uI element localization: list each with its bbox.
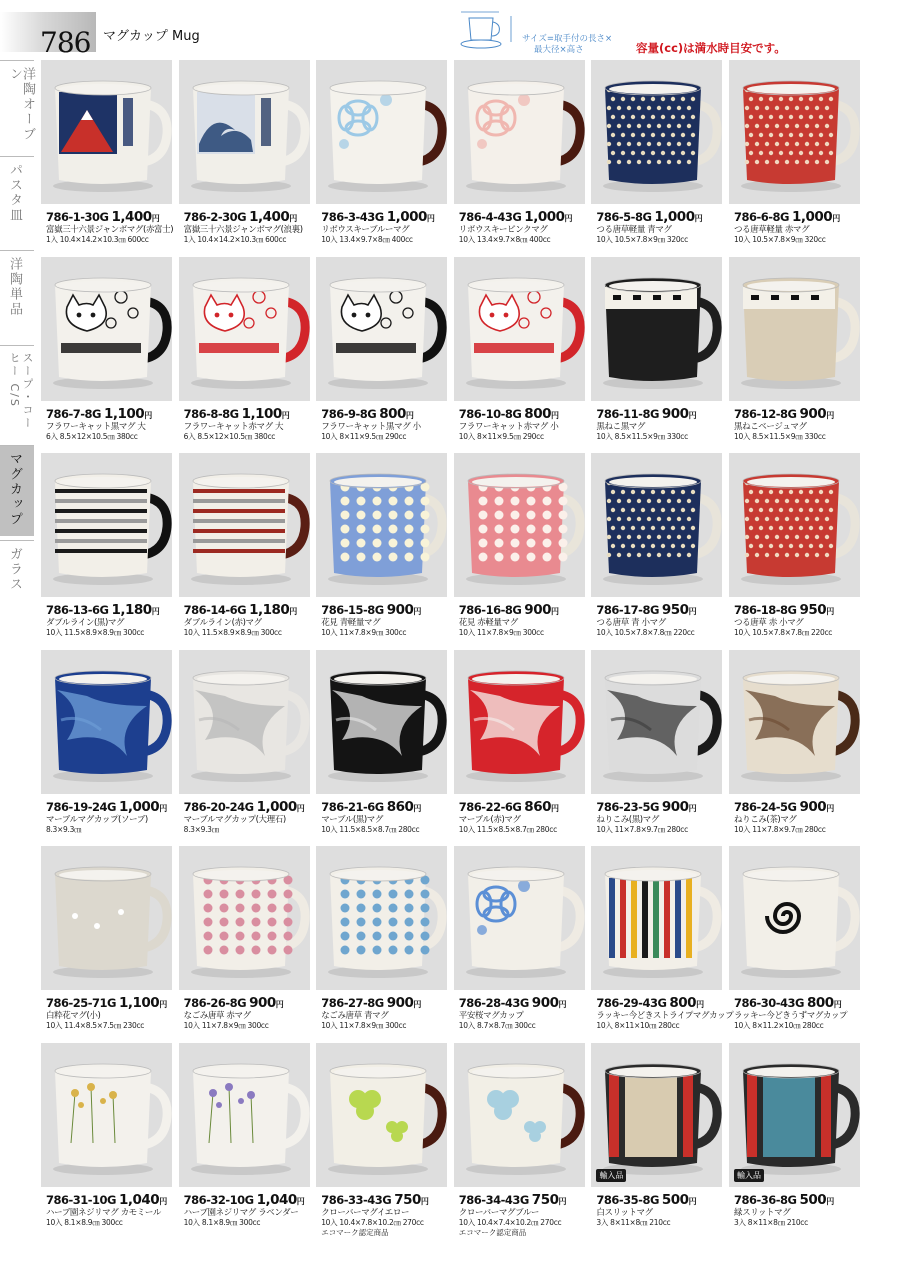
nav-item-label: 洋陶オーブン [7, 67, 35, 142]
product-card[interactable] [591, 846, 734, 1040]
product-photo [591, 650, 722, 794]
yen-unit: 円 [558, 1000, 567, 1009]
product-code: 786-29-43G [596, 996, 667, 1010]
nav-item-label: ガラス [7, 547, 22, 592]
product-code: 786-19-24G [46, 799, 116, 814]
product-name: フラワーキャット赤マグ 小 [458, 421, 559, 432]
yen-unit: 円 [826, 607, 835, 616]
product-code: 786-11-8G [596, 406, 659, 421]
product-code: 786-34-43G [458, 1192, 529, 1207]
product-photo [591, 60, 722, 204]
product-spec: 10入 8×11.2×10㎝ 280cc [734, 1021, 824, 1030]
product-price: 1,000 [524, 209, 565, 225]
yen-unit: 円 [159, 803, 168, 813]
product-photo [591, 1043, 722, 1187]
product-name: ダブルライン(赤)マグ [183, 618, 262, 628]
product-price: 900 [661, 405, 689, 422]
product-price: 900 [386, 995, 414, 1011]
product-name: ラッキー今どきうずマグカップ [734, 1011, 848, 1021]
product-code: 786-24-5G [734, 799, 797, 814]
product-code: 786-32-10G [183, 1192, 254, 1207]
product-code: 786-15-8G [321, 603, 384, 617]
product-photo [729, 846, 860, 990]
product-photo [41, 650, 172, 794]
product-photo [41, 453, 172, 597]
product-code: 786-30-43G [734, 996, 804, 1010]
product-name: リボウスキーブルーマグ [321, 225, 410, 235]
product-spec: 10入 10.4×7.8×10.2㎝ 270cc [321, 1217, 424, 1227]
product-code: 786-13-6G [46, 603, 109, 617]
product-name: 花見 青軽量マグ [321, 618, 381, 628]
product-price: 1,040 [119, 1191, 160, 1208]
product-code: 786-36-8G [734, 1192, 797, 1207]
product-card[interactable] [179, 453, 310, 647]
yen-unit: 円 [420, 1196, 429, 1206]
product-spec: 10入 11×7.8×9㎝ 300cc [183, 1021, 269, 1030]
product-photo [179, 60, 310, 204]
product-card[interactable] [41, 1043, 172, 1237]
product-price: 1,040 [256, 1191, 297, 1208]
product-spec: 10入 13.4×9.7×8㎝ 400cc [458, 235, 551, 244]
product-price: 1,100 [104, 405, 145, 422]
product-spec: 10入 10.5×7.8×9㎝ 320cc [596, 235, 688, 244]
size-note [522, 34, 632, 56]
product-name: つる唐草軽量 赤マグ [734, 225, 810, 235]
page-title: マグカップ Mug [103, 29, 200, 44]
product-photo [41, 846, 172, 990]
product-price: 1,180 [249, 602, 290, 618]
product-photo [41, 60, 172, 204]
product-spec: 10入 10.5×7.8×7.8㎝ 220cc [596, 628, 695, 637]
product-spec: 10入 11×7.8×9.7㎝ 280cc [734, 824, 826, 834]
product-spec: 6入 8.5×12×10.5㎝ 380cc [183, 431, 276, 441]
product-spec: 8.3×9.3㎝ [46, 824, 82, 834]
product-price: 1,180 [111, 602, 152, 618]
product-code: 786-10-8G [458, 406, 522, 421]
product-code: 786-28-43G [458, 996, 529, 1010]
product-price: 1,000 [654, 209, 695, 225]
import-badge: 輸入品 [596, 1169, 626, 1182]
yen-unit: 円 [688, 1196, 697, 1206]
product-price: 860 [524, 798, 551, 815]
product-card[interactable] [729, 846, 860, 1040]
product-photo [179, 257, 310, 401]
product-name: マーブルマグカップ(大理石) [183, 814, 286, 825]
yen-unit: 円 [144, 410, 153, 420]
product-name: マーブルマグカップ(ソーブ) [46, 814, 148, 825]
product-photo [179, 650, 310, 794]
product-spec: 1入 10.4×14.2×10.3㎝ 600cc [183, 235, 287, 244]
product-photo [316, 60, 447, 204]
page-number: 786 [40, 26, 91, 59]
product-card[interactable] [591, 60, 722, 254]
product-spec: 10入 10.4×7.4×10.2㎝ 270cc [458, 1217, 562, 1227]
yen-unit: 円 [426, 214, 435, 223]
product-photo [41, 1043, 172, 1187]
product-code: 786-17-8G [596, 603, 659, 617]
product-code: 786-14-6G [183, 603, 247, 617]
product-price: 900 [799, 798, 827, 815]
product-card[interactable] [454, 257, 585, 451]
product-code: 786-16-8G [458, 603, 522, 617]
product-price: 1,400 [249, 209, 290, 225]
product-code: 786-35-8G [596, 1192, 659, 1207]
product-spec: 10入 11.5×8.5×8.7㎝ 280cc [458, 824, 557, 834]
product-name: つる唐草軽量 青マグ [596, 225, 672, 235]
product-photo [41, 257, 172, 401]
product-code: 786-20-24G [183, 799, 254, 814]
yen-unit: 円 [688, 803, 697, 813]
nav-item-label: スープ・コーヒー C/S [8, 352, 34, 430]
product-name: マーブル(赤)マグ [458, 814, 521, 825]
product-photo [729, 1043, 860, 1187]
product-code: 786-23-5G [596, 799, 659, 814]
yen-unit: 円 [688, 607, 697, 616]
product-code: 786-7-8G [46, 406, 101, 421]
product-name: クローバーマグブルー [458, 1207, 540, 1218]
yen-unit: 円 [550, 410, 559, 420]
yen-unit: 円 [558, 1196, 567, 1206]
product-name: ダブルライン(黒)マグ [46, 618, 125, 628]
yen-unit: 円 [550, 803, 559, 813]
product-price: 900 [524, 602, 551, 618]
product-price: 800 [807, 995, 834, 1011]
product-photo [316, 650, 447, 794]
product-card[interactable] [729, 1043, 860, 1237]
yen-unit: 円 [413, 1000, 422, 1009]
product-card[interactable] [454, 650, 585, 844]
product-name: 富嶽三十六景ジャンボマグ(赤富士) [46, 225, 174, 235]
yen-unit: 円 [550, 607, 559, 616]
product-card[interactable] [316, 453, 447, 647]
nav-item-soup-coffee[interactable] [0, 345, 34, 442]
yen-unit: 円 [413, 803, 422, 813]
product-name: 黒ねこ黒マグ [596, 421, 645, 432]
product-code: 786-12-8G [734, 406, 797, 421]
product-spec: 10入 8.1×8.9㎝ 300cc [46, 1217, 123, 1227]
product-price: 900 [531, 995, 559, 1011]
yen-unit: 円 [826, 803, 835, 813]
yen-unit: 円 [289, 607, 298, 616]
product-code: 786-18-8G [734, 603, 797, 617]
product-photo [454, 453, 585, 597]
yen-unit: 円 [296, 1196, 305, 1206]
yen-unit: 円 [694, 214, 703, 223]
product-price: 900 [386, 602, 414, 618]
nav-item-label: マグカップ [7, 452, 22, 527]
product-photo [316, 257, 447, 401]
product-photo [729, 453, 860, 597]
product-card[interactable] [454, 846, 585, 1040]
product-spec: 10入 11.4×8.5×7.5㎝ 230cc [46, 1021, 145, 1030]
product-code: 786-2-30G [183, 210, 247, 224]
product-name: つる唐草 赤 小マグ [734, 618, 804, 628]
product-name: なごみ唐草 青マグ [321, 1011, 389, 1021]
product-photo [729, 650, 860, 794]
product-name: ラッキー今どきストライプマグカップ [596, 1011, 734, 1021]
product-name: フラワーキャット黒マグ 小 [321, 421, 421, 432]
product-grid [41, 60, 861, 1260]
product-price: 1,000 [386, 209, 427, 225]
product-spec: 10入 8.5×11.5×9㎝ 330cc [734, 431, 826, 441]
product-price: 1,400 [111, 209, 152, 225]
product-photo [454, 846, 585, 990]
product-price: 900 [799, 405, 827, 422]
capacity-note: 容量(cc)は満水時目安です。 [636, 41, 786, 55]
product-spec: 10入 8×11×9.5㎝ 290cc [321, 431, 407, 441]
yen-unit: 円 [564, 214, 573, 223]
product-spec: 10入 8.7×8.7㎝ 300cc [458, 1021, 536, 1030]
product-name: 緑スリットマグ [734, 1207, 791, 1218]
product-code: 786-3-43G [321, 210, 384, 224]
yen-unit: 円 [151, 214, 160, 223]
yen-unit: 円 [832, 214, 841, 223]
product-spec: 10入 11.5×8.9×8.9㎝ 300cc [46, 628, 145, 637]
product-photo [179, 1043, 310, 1187]
yen-unit: 円 [275, 1000, 284, 1009]
product-card[interactable] [454, 1043, 585, 1237]
product-code: 786-22-6G [458, 799, 522, 814]
product-price: 1,000 [792, 209, 833, 225]
product-card[interactable] [41, 60, 172, 254]
product-code: 786-27-8G [321, 996, 384, 1010]
product-photo [179, 453, 310, 597]
product-photo [454, 650, 585, 794]
product-card[interactable] [729, 650, 860, 844]
product-photo [454, 1043, 585, 1187]
product-name: 黒ねこベージュマグ [734, 421, 807, 432]
product-spec: 10入 13.4×9.7×8㎝ 400cc [321, 235, 413, 244]
product-price: 500 [661, 1191, 689, 1208]
product-card[interactable] [316, 257, 447, 451]
product-card[interactable] [729, 60, 860, 254]
product-name: ねりこみ(茶)マグ [734, 814, 797, 825]
nav-item-glass[interactable] [0, 540, 34, 616]
product-card[interactable] [591, 650, 722, 844]
nav-item-label: 洋陶単品 [7, 257, 22, 317]
product-price: 750 [531, 1191, 559, 1208]
product-price: 500 [799, 1191, 827, 1208]
product-price: 1,000 [119, 798, 160, 815]
product-card[interactable] [591, 257, 722, 451]
yen-unit: 円 [826, 1196, 835, 1206]
nav-item-oven[interactable] [0, 60, 34, 153]
product-code: 786-21-6G [321, 799, 384, 814]
product-name: ハーブ園ネジリマグ カモミール [46, 1207, 161, 1218]
product-price: 750 [394, 1191, 421, 1208]
product-spec: 1入 10.4×14.2×10.3㎝ 600cc [46, 235, 149, 244]
product-card[interactable] [179, 846, 310, 1040]
yen-unit: 円 [281, 410, 290, 420]
yen-unit: 円 [159, 1000, 168, 1009]
product-spec: 3入 8×11×8㎝ 210cc [596, 1217, 671, 1227]
product-card[interactable] [179, 1043, 310, 1237]
yen-unit: 円 [159, 1196, 168, 1206]
product-spec: 10入 11.5×8.9×8.9㎝ 300cc [183, 628, 282, 637]
product-spec: 3入 8×11×8㎝ 210cc [734, 1217, 808, 1227]
yen-unit: 円 [833, 1000, 842, 1009]
product-code: 786-26-8G [183, 996, 247, 1010]
yen-unit: 円 [826, 410, 835, 420]
product-card[interactable] [591, 453, 722, 647]
product-card[interactable] [591, 1043, 722, 1237]
product-card[interactable] [179, 650, 310, 844]
eco-mark-note: エコマーク認定商品 [458, 1227, 527, 1237]
eco-mark-note: エコマーク認定商品 [321, 1227, 389, 1237]
product-name: 花見 赤軽量マグ [458, 618, 518, 628]
product-price: 800 [524, 405, 551, 422]
product-spec: 10入 11×7.8×9㎝ 300cc [321, 1021, 407, 1030]
nav-item-label: パスタ皿 [7, 163, 22, 223]
product-code: 786-31-10G [46, 1192, 116, 1207]
product-card[interactable] [41, 257, 172, 451]
product-price: 800 [669, 995, 697, 1011]
product-spec: 10入 8.5×11.5×9㎝ 330cc [596, 431, 688, 441]
product-photo [454, 60, 585, 204]
product-name: クローバーマグイエロー [321, 1207, 410, 1218]
product-spec: 10入 11×7.8×9㎝ 300cc [458, 628, 544, 637]
product-card[interactable] [454, 453, 585, 647]
product-name: 平安桜マグカップ [458, 1011, 524, 1021]
product-photo [591, 846, 722, 990]
yen-unit: 円 [688, 410, 697, 420]
product-code: 786-4-43G [458, 210, 522, 224]
page-number-box [0, 12, 96, 59]
product-spec: 10入 10.5×7.8×7.8㎝ 220cc [734, 628, 833, 637]
product-card[interactable] [179, 257, 310, 451]
product-card[interactable] [729, 257, 860, 451]
product-photo [729, 60, 860, 204]
product-spec: 10入 11×7.8×9㎝ 300cc [321, 628, 407, 637]
product-code: 786-25-71G [46, 996, 116, 1010]
product-spec: 10入 10.5×7.8×9㎝ 320cc [734, 235, 826, 244]
product-name: つる唐草 青 小マグ [596, 618, 666, 628]
yen-unit: 円 [696, 1000, 705, 1009]
product-card[interactable] [316, 1043, 447, 1237]
product-name: 富嶽三十六景ジャンボマグ(浪裏) [183, 225, 303, 235]
yen-unit: 円 [296, 803, 305, 813]
product-name: フラワーキャット黒マグ 大 [46, 421, 146, 432]
product-name: フラワーキャット赤マグ 大 [183, 421, 284, 432]
nav-item-pasta[interactable] [0, 156, 34, 247]
product-spec: 10入 8×11×10㎝ 280cc [596, 1021, 680, 1030]
product-name: リボウスキーピンクマグ [458, 225, 548, 235]
product-card[interactable] [316, 846, 447, 1040]
product-photo [316, 1043, 447, 1187]
product-code: 786-8-8G [183, 406, 239, 421]
product-code: 786-33-43G [321, 1192, 392, 1207]
mug-size-diagram-icon [455, 8, 523, 52]
category-side-nav [0, 60, 34, 620]
yen-unit: 円 [405, 410, 414, 420]
yen-unit: 円 [151, 607, 160, 616]
product-spec: 8.3×9.3㎝ [183, 824, 219, 834]
yen-unit: 円 [413, 607, 422, 616]
size-note-line2: 最大径×高さ [534, 45, 584, 55]
product-spec: 6入 8.5×12×10.5㎝ 380cc [46, 431, 138, 441]
product-spec: 10入 8×11×9.5㎝ 290cc [458, 431, 544, 441]
product-price: 800 [379, 405, 406, 422]
product-price: 900 [249, 995, 276, 1011]
nav-item-mug[interactable] [0, 445, 34, 536]
product-card[interactable] [729, 453, 860, 647]
product-code: 786-6-8G [734, 210, 789, 224]
product-card[interactable] [41, 846, 172, 1040]
product-card[interactable] [454, 60, 585, 254]
product-name: なごみ唐草 赤マグ [183, 1011, 251, 1021]
product-photo [729, 257, 860, 401]
product-name: ねりこみ(黒)マグ [596, 814, 659, 825]
product-photo [591, 257, 722, 401]
product-spec: 10入 11×7.8×9.7㎝ 280cc [596, 824, 688, 834]
product-photo [591, 453, 722, 597]
product-price: 1,100 [119, 995, 160, 1011]
yen-unit: 円 [289, 214, 298, 223]
product-spec: 10入 11.5×8.5×8.7㎝ 280cc [321, 824, 420, 834]
product-card[interactable] [41, 453, 172, 647]
product-name: 白スリットマグ [596, 1207, 653, 1218]
product-card[interactable] [179, 60, 310, 254]
product-price: 950 [799, 602, 827, 618]
nav-item-western-single[interactable] [0, 250, 34, 341]
product-spec: 10入 8.1×8.9㎝ 300cc [183, 1217, 261, 1227]
page-header [0, 0, 900, 60]
product-price: 860 [386, 798, 414, 815]
import-badge: 輸入品 [734, 1169, 764, 1182]
product-photo [179, 846, 310, 990]
product-price: 950 [661, 602, 689, 618]
product-code: 786-1-30G [46, 210, 109, 224]
product-card[interactable] [41, 650, 172, 844]
product-price: 1,000 [256, 798, 297, 815]
product-code: 786-9-8G [321, 406, 377, 421]
product-name: ハーブ園ネジリマグ ラベンダー [183, 1207, 299, 1218]
product-card[interactable] [316, 650, 447, 844]
size-note-line1: サイズ=取手付の長さ× [522, 34, 613, 44]
product-price: 900 [661, 798, 689, 815]
product-price: 1,100 [241, 405, 282, 422]
product-photo [454, 257, 585, 401]
product-name: 白粋花マグ(小) [46, 1011, 101, 1021]
product-code: 786-5-8G [596, 210, 652, 224]
product-name: マーブル(黒)マグ [321, 814, 383, 825]
product-photo [316, 453, 447, 597]
product-photo [316, 846, 447, 990]
product-card[interactable] [316, 60, 447, 254]
